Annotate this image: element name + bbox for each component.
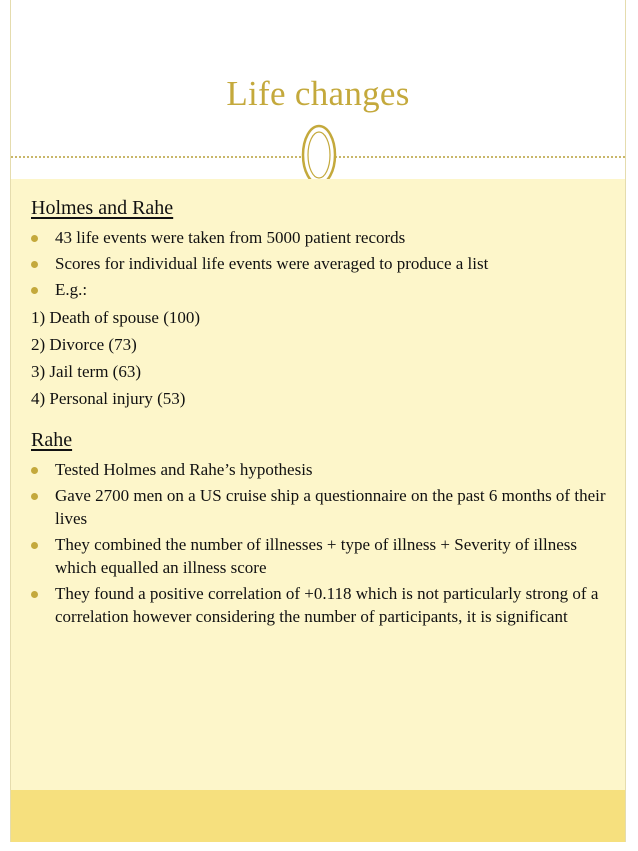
bullet-text: Scores for individual life events were averaged to produce a list (55, 254, 489, 273)
bullet-dot-icon (31, 542, 38, 549)
footer-bar (11, 790, 625, 842)
bullet-dot-icon (31, 493, 38, 500)
section-heading-rahe: Rahe (31, 429, 73, 451)
bullet-item (31, 458, 616, 481)
list-item: 3) Jail term (63) (31, 362, 141, 381)
bullet-text: 43 life events were taken from 5000 patient records (55, 228, 406, 247)
bullet-item (31, 484, 616, 530)
bullet-dot-icon (31, 591, 38, 598)
bullet-text: E.g.: (55, 280, 88, 299)
bullet-item (31, 278, 616, 301)
list-item: 4) Personal injury (53) (31, 389, 186, 408)
bullet-dot-icon (31, 467, 38, 474)
bullet-text: They found a positive correlation of +0.118 which is not particularly strong of a correlation however considering the number of participants, it is significant (55, 584, 599, 626)
bullet-dot-icon (31, 261, 38, 268)
bullet-text: They combined the number of illnesses + type of illness + Severity of illness which equalled an illness score (55, 535, 577, 577)
bullet-text: Tested Holmes and Rahe’s hypothesis (55, 460, 313, 479)
section-heading-holmes-rahe: Holmes and Rahe (31, 197, 174, 219)
bullet-item (31, 533, 616, 579)
oval-ring-icon (301, 123, 337, 187)
slide-body (31, 193, 616, 631)
bullet-item (31, 582, 616, 628)
bullet-item (31, 252, 616, 275)
list-item: 1) Death of spouse (100) (31, 308, 201, 327)
bullet-dot-icon (31, 235, 38, 242)
bullet-text: Gave 2700 men on a US cruise ship a questionnaire on the past 6 months of their lives (55, 486, 606, 528)
slide-title: Life changes (226, 74, 410, 113)
bullet-dot-icon (31, 287, 38, 294)
list-item: 2) Divorce (73) (31, 335, 137, 354)
bullet-item (31, 226, 616, 249)
